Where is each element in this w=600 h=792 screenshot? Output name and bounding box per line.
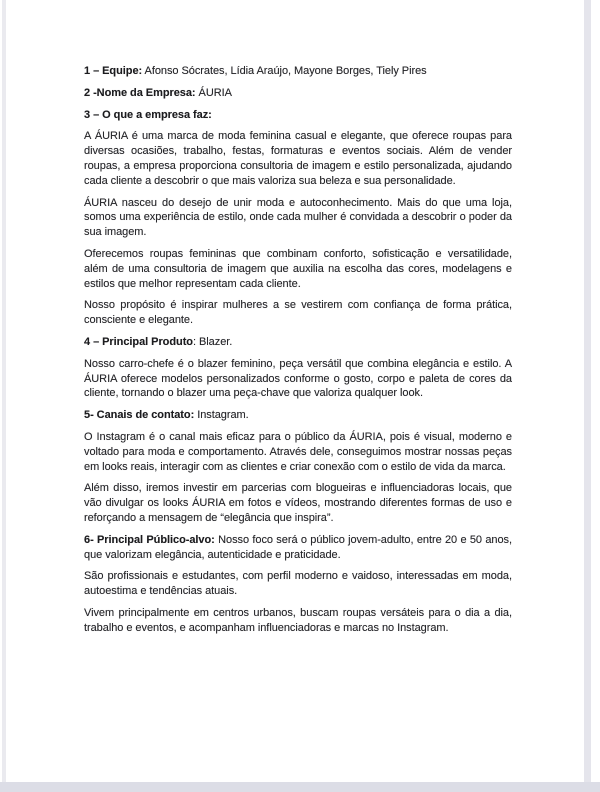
principal-produto-label: 4 – Principal Produto — [84, 335, 193, 348]
photo-edge-right — [584, 0, 591, 784]
company-name: ÁURIA — [195, 86, 232, 99]
paragraph-publico-perfil: São profissionais e estudantes, com perfil moderno e vaidoso, interessadas em moda, autoestima e tendências atuais. — [84, 570, 512, 598]
section-3-o-que-a-empresa-faz-heading — [84, 108, 512, 123]
section-5-canais-de-contato-heading — [84, 408, 512, 423]
photo-edge-left — [2, 0, 6, 792]
publico-alvo-label: 6- Principal Público-alvo: — [84, 533, 215, 546]
paragraph-proposito: Nosso propósito é inspirar mulheres a se vestirem com confiança de forma prática, consciente e elegante. — [84, 299, 512, 327]
canais-de-contato-value: Instagram. — [194, 409, 249, 422]
photo-edge-bottom — [0, 782, 600, 792]
nome-empresa-label: 2 -Nome da Empresa: — [84, 86, 196, 99]
canais-de-contato-label: 5- Canais de contato: — [84, 409, 195, 422]
o-que-a-empresa-faz-label: 3 – O que a empresa faz: — [84, 108, 212, 121]
principal-produto-value: : Blazer. — [192, 335, 233, 348]
paragraph-empresa-descricao-2: ÁURIA nasceu do desejo de unir moda e autoconhecimento. Mais do que uma loja, somos uma experiência de estilo, onde cada mulher é convidada a descobrir o poder da sua imagem. — [84, 196, 512, 239]
equipe-team-members: Afonso Sócrates, Lídia Araújo, Mayone Borges, Tiely Pires — [142, 65, 427, 77]
section-2-nome-empresa-heading — [84, 86, 512, 101]
equipe-label: 1 – Equipe: — [84, 65, 143, 77]
paragraph-parcerias-influenciadoras: Além disso, iremos investir em parcerias com blogueiras e influenciadoras locais, que vão divulgar os looks ÁURIA em fotos e vídeos, mostrando diferentes formas de uso e reforçando a mensagem de “elegância que inspira”. — [84, 482, 512, 524]
paragraph-oferta: Oferecemos roupas femininas que combinam conforto, sofisticação e versatilidade, além de uma consultoria de imagem que auxilia na escolha das cores, modelagens e estilos que melhor representam cada cliente. — [84, 247, 512, 290]
publico-alvo-descricao: Nosso foco será o público jovem-adulto, entre 20 e 50 anos, que valorizam elegância, autenticidade e praticidade. — [84, 533, 512, 561]
section-1-equipe-heading — [84, 64, 512, 79]
paragraph-empresa-descricao-1: A ÁURIA é uma marca de moda feminina casual e elegante, que oferece roupas para diversas ocasiões, trabalho, festas, formaturas e eventos sociais. Além de vender roupas, a empresa proporciona consultoria de imagem e estilo personalizada, ajudando cada cliente a descobrir o que mais valoriza sua beleza e sua personalidade. — [84, 130, 512, 187]
paragraph-produto-descricao: Nosso carro-chefe é o blazer feminino, peça versátil que combina elegância e estilo. A ÁURIA oferece modelos personalizados conforme o gosto, corpo e paleta de cores da cliente, tornando o blazer uma peça-chave que valoriza qualquer look. — [84, 357, 512, 400]
paragraph-instagram-justificativa: O Instagram é o canal mais eficaz para o público da ÁURIA, pois é visual, moderno e voltado para moda e comportamento. Através dele, conseguimos mostrar nossas peças em looks reais, interagir com as clientes e criar conexão com o estilo de vida da marca. — [84, 430, 512, 473]
paragraph-publico-habitos: Vivem principalmente em centros urbanos, buscam roupas versáteis para o dia a dia, trabalho e eventos, e acompanham influenciadoras e marcas no Instagram. — [84, 606, 512, 634]
section-4-principal-produto-heading — [84, 335, 512, 350]
document-page — [84, 64, 512, 643]
section-6-publico-alvo — [84, 533, 512, 563]
